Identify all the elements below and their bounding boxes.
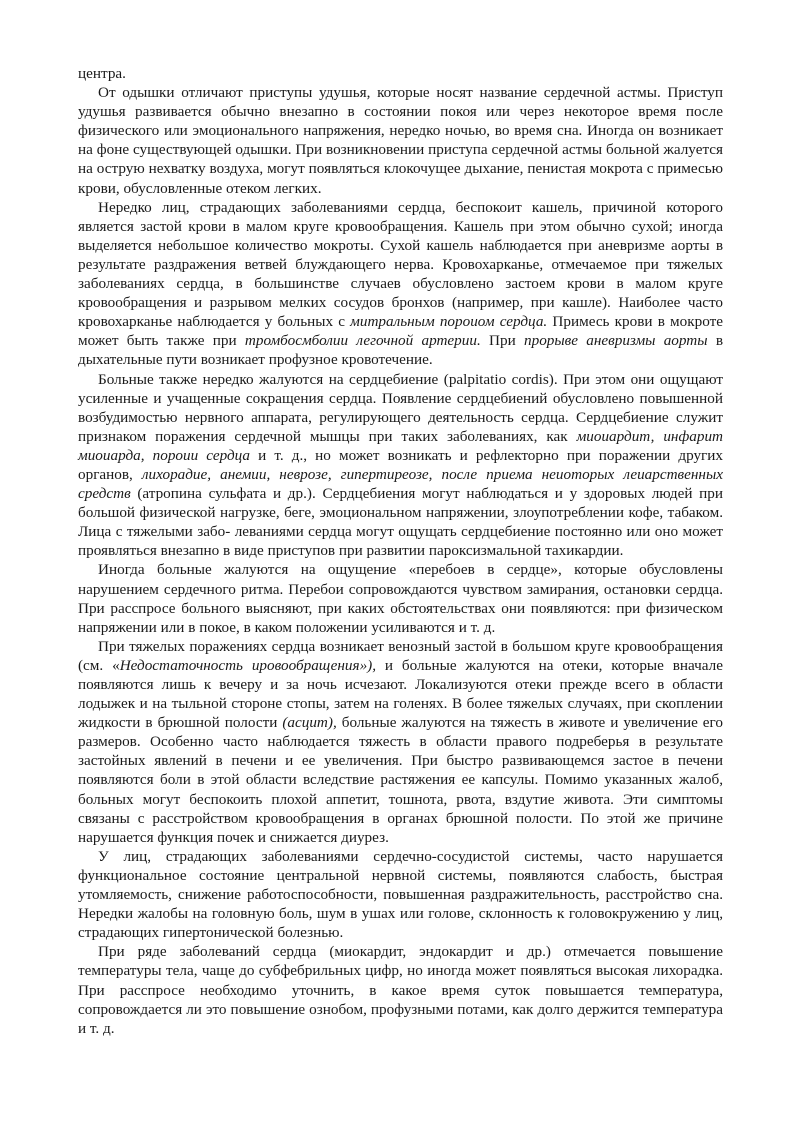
text-run: (атропина сульфата и др.). Сердцебиения могут наблюдаться и у здоровых людей при большой физической нагрузке, беге, эмоциональном напряжении, злоупотреблении кофе, табаком. Лица с тяжелыми забо- леваниями сердца могут ощущать сердцебиение постоянно или оно может проявляться внезапно в виде приступов при развитии пароксизмальной тахикардии. — [78, 485, 723, 560]
paragraph — [78, 847, 723, 942]
text-run: Иногда больные жалуются на ощущение «перебоев в сердце», которые обусловлены нарушением сердечного ритма. Перебои сопровождаются чувством замирания, остановки сердца. При расспросе больного выясняют, при каких обстоятельствах они появляются: при физическом напряжении или в покое, в каком положении усиливаются и т. д. — [78, 561, 723, 636]
text-run: Нередко лиц, страдающих заболеваниями сердца, беспокоит кашель, причиной которого является застой крови в малом круге кровообращения. Кашель при этом обычно сухой; иногда выделяется небольшое количество мокроты. Сухой кашель наблюдается при аневризме аорты в результате раздражения ветвей блуждающего нерва. Кровохарканье, отмечаемое при тяжелых заболеваниях сердца, в большинстве случаев обусловлено застоем крови в малом круге кровообращения и разрывом мелких сосудов бронхов (например, при кашле). Наиболее часто кровохарканье наблюдается у больных с — [78, 198, 723, 331]
text-run: больные жалуются на тяжесть в животе и увеличение его размеров. Особенно часто наблюдается тяжесть в области правого подреберья в результате застойных явлений в печени и ее увеличения. При быстро развивающемся застое в печени появляются боли в этой области вследствие растяжения ее капсулы. Помимо указанных жалоб, больных могут беспокоить плохой аппетит, тошнота, рвота, вздутие живота. Эти симптомы связаны с расстройством кровообращения в органах брюшной полости. По этой же причине нарушается функция почек и снижается диурез. — [78, 714, 723, 846]
paragraph — [78, 637, 723, 847]
italic-term: прорыве аневризмы аорты — [524, 332, 708, 350]
text-run: Примесь крови в мокроте может быть также при — [78, 313, 723, 350]
text-run: и т. д., но может возникать и рефлекторно при поражении других органов, — [78, 446, 724, 483]
italic-term: тромбосмболии легочной артерии. — [244, 332, 481, 350]
italic-term: митральным пороиом сердца. — [350, 313, 548, 331]
paragraph — [78, 83, 723, 198]
text-run: При — [480, 332, 524, 350]
text-run: У лиц, страдающих заболеваниями сердечно-сосудистой системы, часто нарушается функциональное состояние центральной нервной системы, появляются слабость, быстрая утомляемость, снижение работоспособности, повышенная раздражительность, расстройство сна. Нередки жалобы на головную боль, шум в ушах или голове, склонность к головокружению у лиц, страдающих гипертонической болезнью. — [78, 847, 723, 942]
italic-term: (асцит), — [282, 714, 337, 732]
italic-term: Недостаточность ировообращения»), — [119, 656, 377, 674]
text-run: центра. — [78, 65, 126, 82]
text-run: От одышки отличают приступы удушья, которые носят название сердечной астмы. Приступ удушья развивается обычно внезапно в состоянии покоя или через некоторое время после физического или эмоционального напряжения, нередко ночью, во время сна. Иногда он возникает на фоне существующей одышки. При возникновении приступа сердечной астмы больной жалуется на острую нехватку воздуха, могут появляться клокочущее дыхание, пенистая мокрота с примесью крови, обусловленные отеком легких. — [78, 84, 723, 197]
text-run: и больные жалуются на отеки, которые вначале появляются лишь к вечеру и за ночь исчезают. Локализуются отеки прежде всего в области лодыжек и на тыльной стороне стопы, затем на голенях. В более тяжелых случаях, при скоплении жидкости в брюшной полости — [78, 656, 723, 732]
paragraph — [78, 64, 723, 83]
text-run: При тяжелых поражениях сердца возникает венозный застой в большом круге кровообращения (см. « — [78, 637, 723, 674]
text-run: Больные также нередко жалуются на сердцебиение (palpitatio cordis). При этом они ощущают усиленные и учащенные сокращения сердца. Появление сердцебиений обусловлено повышенной возбудимостью нервного аппарата, регулирующего деятельность сердца. Сердцебиение служит признаком поражения сердечной мышцы при таких заболеваниях, как — [78, 370, 723, 445]
italic-term: миоиардит, инфарит миоиарда, пороии сердца — [78, 427, 724, 464]
paragraph — [78, 942, 723, 1037]
paragraph — [78, 198, 723, 370]
paragraph — [78, 370, 723, 561]
text-run: При ряде заболеваний сердца (миокардит, эндокардит и др.) отмечается повышение температуры тела, чаще до субфебрильных цифр, но иногда может появляться высокая лихорадка. При расспросе необходимо уточнить, в какое время суток повышается температура, сопровождается ли это повышение ознобом, профузными потами, как долго держится температура и т. д. — [78, 943, 723, 1037]
paragraph — [78, 560, 723, 636]
italic-term: лихорадие, анемии, неврозе, гипертиреозе, после приема неиоторых леиарственных средств — [78, 465, 723, 503]
text-run: в дыхательные пути возникает профузное кровотечение. — [78, 332, 723, 369]
